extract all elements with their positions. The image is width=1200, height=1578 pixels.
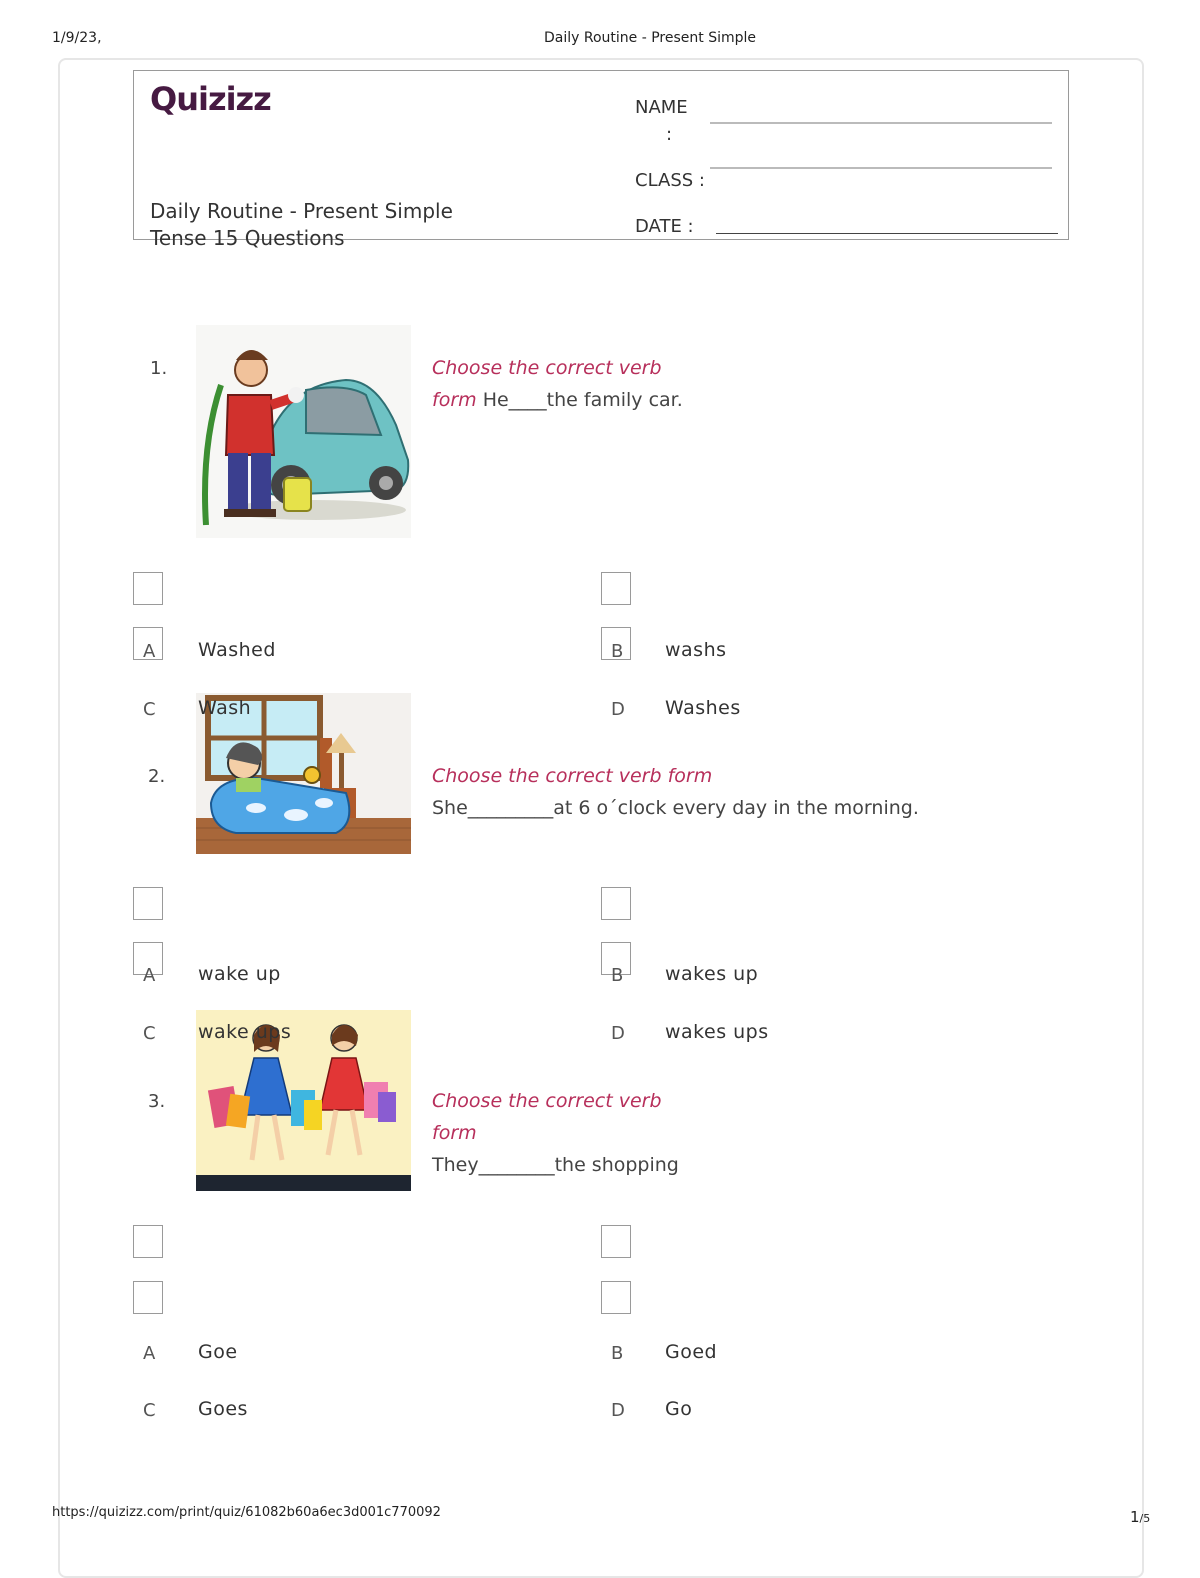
quizizz-logo: Quizizz — [150, 80, 271, 118]
option-text: Wash — [198, 697, 252, 719]
quiz-title: Daily Routine - Present Simple Tense 15 Questions — [150, 199, 453, 250]
answer-checkbox[interactable] — [601, 572, 631, 605]
page-number — [1130, 1508, 1150, 1526]
date-line[interactable] — [716, 233, 1058, 234]
question-text: He____the family car. — [482, 389, 683, 411]
question-text: They________the shopping — [432, 1154, 679, 1176]
page-total: /5 — [1139, 1512, 1151, 1525]
name-line[interactable] — [710, 122, 1052, 124]
option-letter: A — [143, 641, 156, 662]
question-number: 2. — [148, 766, 166, 787]
option-letter: A — [143, 1343, 156, 1364]
option-letter: B — [611, 1343, 624, 1364]
option-text: Goes — [198, 1398, 248, 1420]
question-number: 1. — [150, 358, 168, 379]
answer-checkbox[interactable] — [601, 1281, 631, 1314]
option-text: Go — [665, 1398, 693, 1420]
man-washing-car-image — [196, 325, 411, 538]
option-text: Goed — [665, 1341, 718, 1363]
option-letter: D — [611, 699, 625, 720]
option-letter: B — [611, 965, 624, 986]
print-title: Daily Routine - Present Simple — [543, 30, 756, 46]
date-label: DATE : — [635, 216, 694, 237]
answer-checkbox[interactable] — [133, 1225, 163, 1258]
option-text: washs — [665, 639, 727, 661]
option-text: wakes up — [665, 963, 759, 985]
question-prompt — [432, 760, 1072, 824]
class-label: CLASS : — [635, 170, 705, 191]
option-text: wakes ups — [665, 1021, 769, 1043]
answer-checkbox[interactable] — [133, 572, 163, 605]
name-colon: : — [666, 124, 673, 145]
page-current: 1 — [1130, 1508, 1140, 1526]
option-text: Goe — [198, 1341, 238, 1363]
option-text: wake ups — [198, 1021, 292, 1043]
option-letter: C — [143, 1023, 156, 1044]
option-letter: A — [143, 965, 156, 986]
question-prompt — [432, 1085, 682, 1181]
question-hint: Choose the correct verb form — [432, 1090, 662, 1144]
answer-checkbox[interactable] — [601, 1225, 631, 1258]
question-number: 3. — [148, 1091, 166, 1112]
print-url: https://quizizz.com/print/quiz/61082b60a6ec3d001c770092 — [52, 1505, 441, 1520]
answer-checkbox[interactable] — [133, 1281, 163, 1314]
class-line[interactable] — [710, 167, 1052, 169]
answer-checkbox[interactable] — [601, 887, 631, 920]
answer-checkbox[interactable] — [133, 887, 163, 920]
print-date: 1/9/23, — [52, 30, 102, 46]
question-text: She_________at 6 o´clock every day in the morning. — [432, 797, 919, 819]
option-letter: B — [611, 641, 624, 662]
option-text: wake up — [198, 963, 281, 985]
question-prompt — [432, 352, 702, 416]
option-text: Washes — [665, 697, 741, 719]
question-hint: Choose the correct verb form — [432, 357, 662, 411]
name-label: NAME — [635, 97, 688, 118]
option-letter: D — [611, 1023, 625, 1044]
option-letter: C — [143, 699, 156, 720]
question-hint: Choose the correct verb form — [432, 765, 713, 787]
option-letter: C — [143, 1400, 156, 1421]
option-text: Washed — [198, 639, 276, 661]
option-letter: D — [611, 1400, 625, 1421]
